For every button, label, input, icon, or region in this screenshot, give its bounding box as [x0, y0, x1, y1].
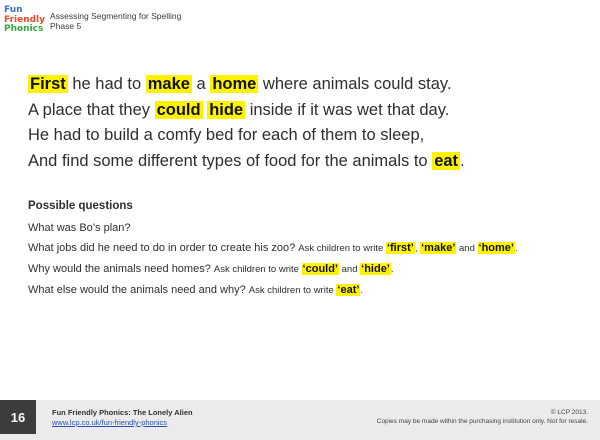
verse-segment: he had to: [67, 75, 146, 93]
highlighted-word: make: [147, 75, 190, 93]
verse-segment: And find some different types of food for the animals to: [28, 151, 433, 170]
question-item: [28, 241, 568, 256]
instruction-text: .: [514, 243, 518, 254]
verse-line: [28, 149, 465, 175]
highlighted-word: eat: [434, 151, 459, 170]
header-phase: Phase 5: [50, 21, 82, 31]
verse-segment: A place that they: [28, 100, 155, 119]
fun-friendly-phonics-logo: [4, 5, 46, 36]
page-number: 16: [0, 400, 36, 434]
instruction-text: .: [390, 264, 394, 275]
verse-segment: .: [460, 151, 465, 170]
verse-line: [28, 72, 465, 98]
verse-line: [28, 123, 465, 149]
question-item: [28, 283, 568, 298]
questions-heading: Possible questions: [28, 200, 133, 212]
copyright-text: © LCP 2013.: [550, 409, 588, 416]
instruction-text: Ask children to write: [298, 243, 386, 254]
question-text: Why would the animals need homes?: [28, 263, 214, 275]
target-word: ‘hide’: [361, 263, 390, 275]
question-item: [28, 262, 568, 277]
verse-segment: He had to build a comfy bed for each of them to sleep,: [28, 126, 425, 144]
footer-copyright: [377, 408, 588, 426]
question-text: What else would the animals need and why?: [28, 284, 249, 296]
target-word: ‘first’: [386, 242, 414, 254]
instruction-text: Ask children to write: [248, 285, 337, 296]
website-link[interactable]: www.lcp.co.uk/fun-friendly-phonics: [52, 418, 168, 427]
question-text: What jobs did he need to do in order to create his zoo?: [28, 242, 299, 254]
verse-segment: inside if it was wet that day.: [245, 100, 450, 119]
instruction-text: ,: [414, 243, 421, 254]
target-word: ‘make’: [421, 242, 456, 254]
footer-book-info: [52, 408, 193, 428]
target-word: ‘home’: [478, 242, 514, 254]
target-word: ‘eat’: [337, 284, 360, 296]
verse-segment: where animals could stay.: [258, 75, 452, 93]
verse-text: [28, 72, 465, 174]
instruction-text: and: [456, 243, 478, 254]
logo-line-phonics: Phonics: [4, 24, 44, 34]
logo-line-friendly: Friendly: [4, 14, 46, 25]
copy-notice: Copies may be made within the purchasing institution only. Not for resale.: [376, 418, 588, 425]
instruction-text: and: [339, 264, 361, 275]
page-header: [50, 11, 181, 31]
instruction-text: Ask children to write: [213, 264, 302, 275]
possible-questions-section: [28, 200, 568, 304]
instruction-text: .: [360, 285, 364, 296]
verse-segment: a: [191, 75, 211, 93]
page-footer: [0, 400, 600, 440]
question-text: What was Bo’s plan?: [28, 222, 131, 234]
highlighted-word: could: [156, 100, 201, 119]
verse-line: [28, 98, 465, 124]
question-item: [28, 221, 568, 235]
target-word: ‘could’: [302, 263, 338, 275]
logo-line-fun: Fun: [4, 5, 23, 15]
highlighted-word: home: [212, 75, 257, 93]
highlighted-word: hide: [209, 100, 244, 119]
highlighted-word: First: [30, 75, 66, 93]
header-title: Assessing Segmenting for Spelling: [50, 11, 182, 21]
book-title: Fun Friendly Phonics: The Lonely Alien: [52, 408, 193, 417]
